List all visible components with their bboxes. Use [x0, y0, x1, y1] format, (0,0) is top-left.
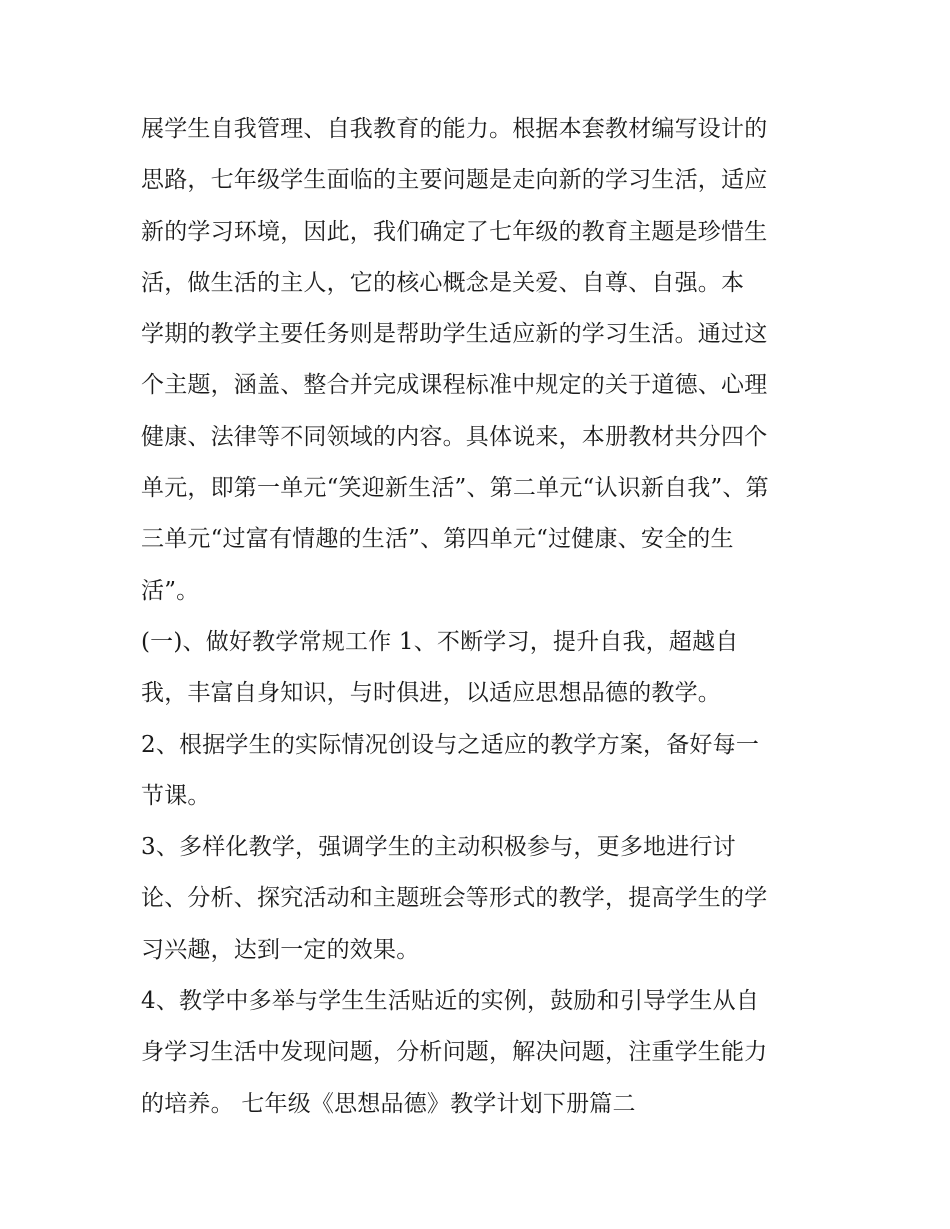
text-line: 2、根据学生的实际情况创设与之适应的教学方案，备好每一: [141, 731, 760, 758]
text-line: 单元，即第一单元“笑迎新生活”、第二单元“认识新自我”、第: [141, 475, 769, 502]
text-line: 个主题，涵盖、整合并完成课程标准中规定的关于道德、心理: [141, 372, 768, 399]
text-line: 学期的教学主要任务则是帮助学生适应新的学习生活。通过这: [141, 321, 768, 348]
text-line: 节课。: [141, 782, 211, 809]
text-line: 活”。: [141, 577, 200, 604]
text-line: 新的学习环境，因此，我们确定了七年级的教育主题是珍惜生: [141, 218, 768, 245]
text-line: 展学生自我管理、自我教育的能力。根据本套教材编写设计的: [141, 116, 768, 142]
text-line: 我，丰富自身知识，与时俱进，以适应思想品德的教学。: [141, 680, 721, 707]
text-line: 三单元“过富有情趣的生活”、第四单元“过健康、安全的生: [141, 526, 734, 553]
text-line: 的培养。 七年级《思想品德》教学计划下册篇二: [141, 1090, 636, 1117]
text-line: 身学习生活中发现问题，分析问题，解决问题，注重学生能力: [141, 1039, 768, 1066]
text-line: 习兴趣，达到一定的效果。: [141, 936, 420, 963]
text-line: (一)、做好教学常规工作 1、不断学习，提升自我，超越自: [141, 628, 739, 655]
text-line: 3、多样化教学，强调学生的主动积极参与，更多地进行讨: [141, 834, 736, 861]
text-line: 思路，七年级学生面临的主要问题是走向新的学习生活，适应: [141, 167, 768, 194]
text-line: 4、教学中多举与学生生活贴近的实例，鼓励和引导学生从自: [141, 988, 760, 1015]
text-line: 活，做生活的主人，它的核心概念是关爱、自尊、自强。本: [141, 269, 745, 296]
text-line: 健康、法律等不同领域的内容。具体说来，本册教材共分四个: [141, 423, 768, 450]
body-text: [141, 104, 821, 1130]
text-line: 论、分析、探究活动和主题班会等形式的教学，提高学生的学: [141, 885, 768, 912]
